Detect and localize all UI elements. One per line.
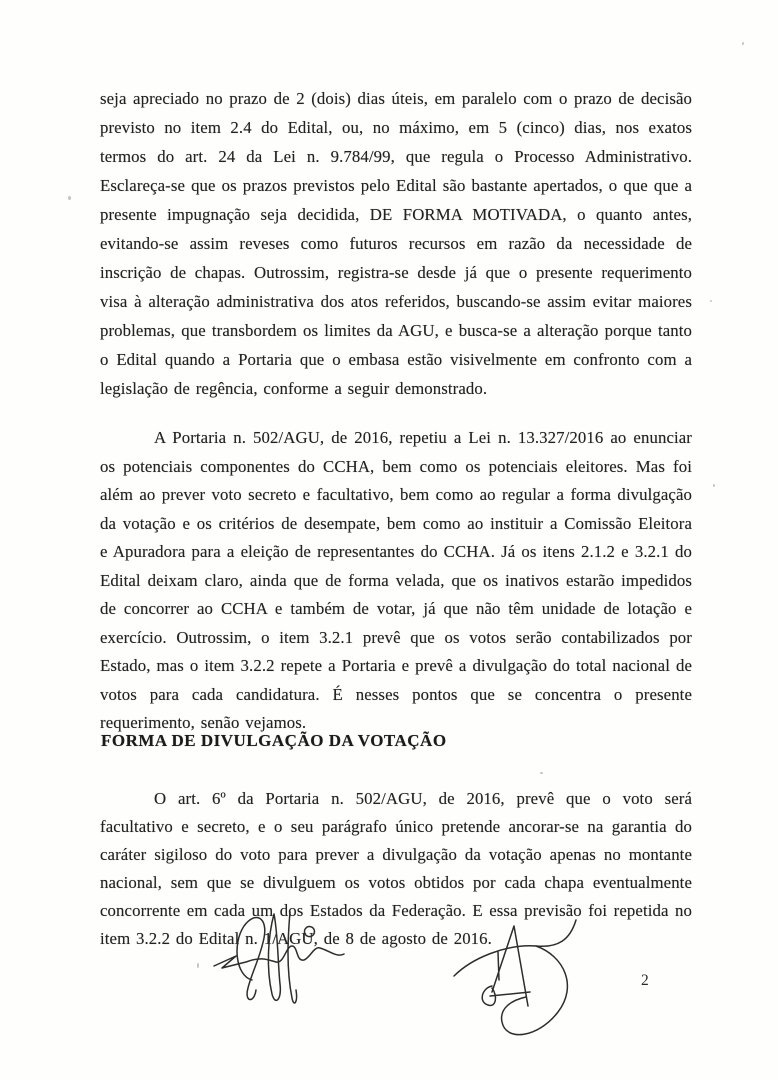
scan-speck [713,484,715,487]
scan-speck [540,772,543,774]
scan-speck [710,300,712,302]
handwritten-signature-left [210,906,346,1014]
scan-speck [150,131,152,134]
paragraph-art6-portaria: O art. 6º da Portaria n. 502/AGU, de 2016, prevê que o voto será facultativo e secreto, e o seu parágrafo único pretende ancorar-se na garantia do caráter sigiloso do voto para prever a divulgação da votação apenas no montante nacional, sem que se divulguem os votos obtidos por cada chapa eventualmente concorrente em cada um dos Estados da Federação. E essa previsão foi repetida no item 3.2.2 do Edital n. 1/AGU, de 8 de agosto de 2016. [100,789,692,948]
paragraph-portaria-502: A Portaria n. 502/AGU, de 2016, repetiu a Lei n. 13.327/2016 ao enunciar os potenciais componentes do CCHA, bem como os potenciais eleitores. Mas foi além ao prever voto secreto e facultativo, bem como ao regular a forma divulgação da votação e os critérios de desempate, bem como ao instituir a Comissão Eleitora e Apuradora para a eleição de representantes do CCHA. Já os itens 2.1.2 e 3.2.1 do Edital deixam claro, ainda que de forma velada, que os inativos estarão impedidos de concorrer ao CCHA e também de votar, já que não têm unidade de lotação e exercício. Outrossim, o item 3.2.1 prevê que os votos serão contabilizados por Estado, mas o item 3.2.2 repete a Portaria e prevê a divulgação do total nacional de votos para cada candidatura. É nesses pontos que se concentra o presente requerimento, senão vejamos. [100,428,692,732]
page-number: 2 [641,972,649,989]
scan-speck [68,196,71,200]
paragraph-prazos-impugnacao: seja apreciado no prazo de 2 (dois) dias úteis, em paralelo com o prazo de decisão previsto no item 2.4 do Edital, ou, no máximo, em 5 (cinco) dias, nos exatos termos do art. 24 da Lei n. 9.784/99, que regula o Processo Administrativo. Esclareça-se que os prazos previstos pelo Edital são bastante apertados, o que que a presente impugnação seja decidida, DE FORMA MOTIVADA, o quanto antes, evitando-se assim reveses como futuros recursos em razão da necessidade de inscrição de chapas. Outrossim, registra-se desde já que o presente requerimento visa à alteração administrativa dos atos referidos, buscando-se assim evitar maiores problemas, que transbordem os limites da AGU, e busca-se a alteração porque tanto o Edital quando a Portaria que o embasa estão visivelmente em confronto com a legislação de regência, conforme a seguir demonstrado. [100,89,692,398]
scan-speck [742,42,744,45]
scan-speck [115,128,118,131]
scan-speck [197,963,199,968]
handwritten-signature-right [446,912,588,1038]
section-heading-forma-divulgacao: FORMA DE DIVULGAÇÃO DA VOTAÇÃO [101,731,447,750]
